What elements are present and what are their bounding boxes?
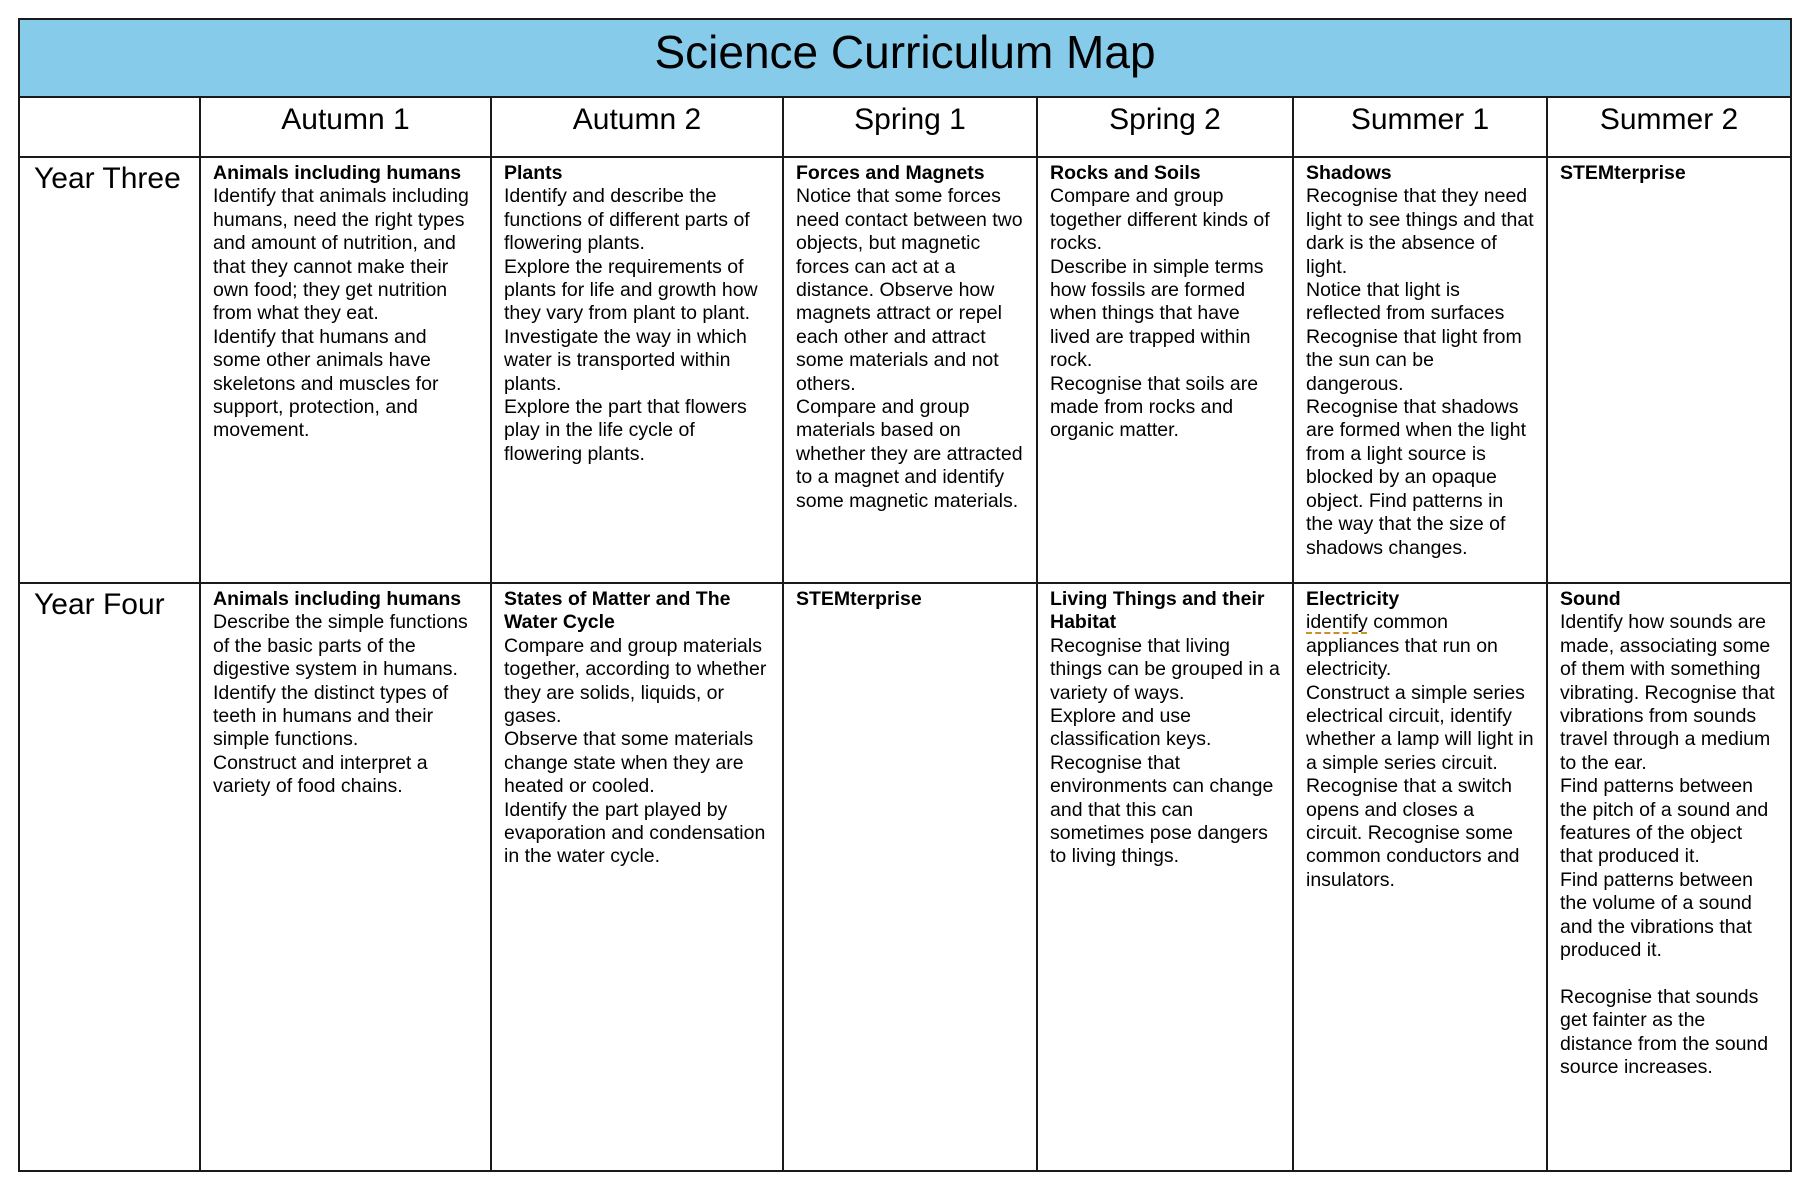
curriculum-cell <box>200 583 491 1171</box>
term-header-autumn-2 <box>491 97 783 157</box>
topic-title: Sound <box>1560 588 1621 610</box>
title-cell <box>19 19 1791 97</box>
curriculum-cell <box>1293 583 1547 1171</box>
term-header-spring-1 <box>783 97 1037 157</box>
curriculum-cell <box>200 157 491 583</box>
curriculum-cell <box>1547 583 1791 1171</box>
topic-title: Animals including humans <box>213 162 462 184</box>
term-label: Spring 2 <box>1109 103 1221 136</box>
corner-cell <box>19 97 200 157</box>
term-header-summer-1 <box>1293 97 1547 157</box>
term-label: Autumn 1 <box>281 103 410 136</box>
curriculum-cell <box>1037 157 1293 583</box>
topic-title: STEMterprise <box>796 588 922 610</box>
term-label: Spring 1 <box>854 103 966 136</box>
curriculum-table <box>18 18 1792 1172</box>
curriculum-cell <box>783 157 1037 583</box>
topic-title: Animals including humans <box>213 588 462 610</box>
topic-title: Shadows <box>1306 162 1392 184</box>
topic-title: Living Things and their Habitat <box>1050 588 1265 634</box>
term-header-autumn-1 <box>200 97 491 157</box>
curriculum-cell <box>491 583 783 1171</box>
topic-description: Recognise that they need light to see things and that dark is the absence of light. Notice that light is reflected from surfaces Recognise that light from the sun can be dangerous. Recognise that shadows are formed when the light from a light source is blocked by an opaque object. Find patterns in the way that the size of shadows changes. <box>1306 185 1534 559</box>
topic-description: Identify that animals including humans, need the right types and amount of nutrition, and that they cannot make their own food; they get nutrition from what they eat. Identify that humans and some other animals have skeletons and muscles for support, protection, and movement. <box>213 185 469 442</box>
topic-title: Forces and Magnets <box>796 162 985 184</box>
term-label: Autumn 2 <box>572 103 702 136</box>
topic-description: Compare and group materials together, according to whether they are solids, liquids, or gases. Observe that some materials change state when they are heated or cooled. Identify the part played by evaporation and condensation in the water cycle. <box>504 634 767 868</box>
topic-title: States of Matter and The Water Cycle <box>504 588 731 634</box>
year-label: Year Four <box>19 583 200 1171</box>
topic-description: Identify how sounds are made, associating some of them with something vibrating. Recognise that vibrations from sounds travel through a medium to the ear. Find patterns between the pitch of a sound and features of the object that produced it. Find patterns between the volume of a sound and the vibrations that produced it. Recognise that sounds get fainter as the distance from the sound source increases. <box>1560 611 1775 1079</box>
topic-description: Compare and group together different kinds of rocks. Describe in simple terms how fossils are formed when things that have lived are trapped within rock. Recognise that soils are made from rocks and organic matter. <box>1050 185 1270 442</box>
page-title: Science Curriculum Map <box>654 26 1156 78</box>
curriculum-cell <box>491 157 783 583</box>
description-text: common appliances that run on electricity. Construct a simple series electrical circuit, identify whether a lamp will light in a simple series circuit. Recognise that a switch opens and closes a circuit. Recognise some common conductors and insulators. <box>1306 611 1534 891</box>
table-row-year-four <box>19 583 1791 1171</box>
curriculum-cell <box>1037 583 1293 1171</box>
topic-title: Rocks and Soils <box>1050 162 1201 184</box>
curriculum-cell <box>783 583 1037 1171</box>
term-header-spring-2 <box>1037 97 1293 157</box>
term-header-row <box>19 97 1791 157</box>
topic-description: Recognise that living things can be grouped in a variety of ways. Explore and use classification keys. Recognise that environments can change and that this can sometimes pose dangers to living things. <box>1050 634 1280 868</box>
topic-title: Plants <box>504 162 563 184</box>
curriculum-cell <box>1293 157 1547 583</box>
year-label: Year Three <box>19 157 200 583</box>
term-label: Summer 1 <box>1350 103 1490 136</box>
topic-description <box>1306 611 1534 892</box>
term-header-summer-2 <box>1547 97 1791 157</box>
topic-description: Identify and describe the functions of different parts of flowering plants. Explore the requirements of plants for life and growth how they vary from plant to plant. Investigate the way in which water is transported within plants. Explore the part that flowers play in the life cycle of flowering plants. <box>504 185 758 465</box>
curriculum-cell <box>1547 157 1791 583</box>
term-label: Summer 2 <box>1599 103 1739 136</box>
spellcheck-word: identify <box>1306 611 1368 634</box>
topic-title: STEMterprise <box>1560 162 1686 184</box>
topic-description: Describe the simple functions of the basic parts of the digestive system in humans. Identify the distinct types of teeth in humans and their simple functions. Construct and interpret a variety of food chains. <box>213 611 468 798</box>
topic-description: Notice that some forces need contact between two objects, but magnetic forces can act at a distance. Observe how magnets attract or repel each other and attract some materials and not others. Compare and group materials based on whether they are attracted to a magnet and identify some magnetic materials. <box>796 185 1023 512</box>
topic-title: Electricity <box>1306 588 1400 610</box>
table-row-year-three <box>19 157 1791 583</box>
